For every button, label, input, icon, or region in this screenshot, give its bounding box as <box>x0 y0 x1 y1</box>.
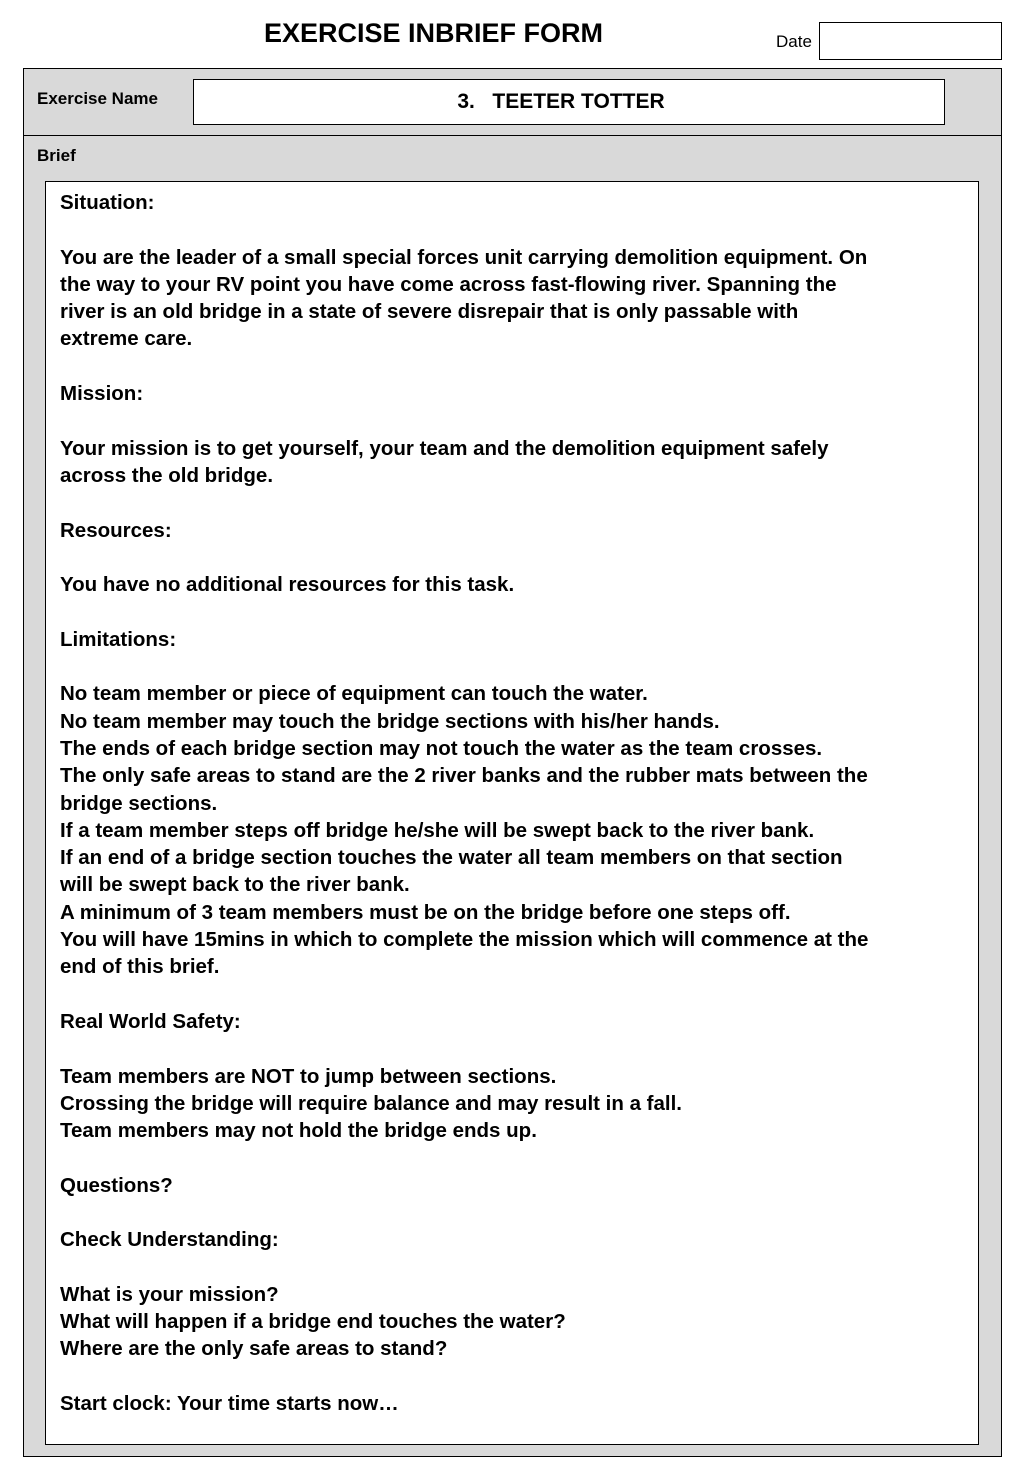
limitations-line: The only safe areas to stand are the 2 river banks and the rubber mats between the <box>60 764 868 788</box>
questions-heading: Questions? <box>60 1173 173 1197</box>
situation-line: river is an old bridge in a state of severe disrepair that is only passable with <box>60 300 799 324</box>
resources-heading: Resources: <box>60 518 172 542</box>
situation-heading: Situation: <box>60 191 155 214</box>
resources-line: You have no additional resources for this task. <box>60 573 515 597</box>
limitations-line: will be swept back to the river bank. <box>60 873 410 897</box>
safety-heading: Real World Safety: <box>60 1009 241 1033</box>
situation-line: extreme care. <box>60 327 193 351</box>
limitations-line: If an end of a bridge section touches the water all team members on that section <box>60 846 843 870</box>
brief-content <box>60 189 972 1417</box>
safety-line: Crossing the bridge will require balance and may result in a fall. <box>60 1091 682 1115</box>
check-heading: Check Understanding: <box>60 1228 279 1252</box>
safety-line: Team members may not hold the bridge ends up. <box>60 1119 537 1143</box>
limitations-line: No team member may touch the bridge sections with his/her hands. <box>60 709 720 733</box>
situation-line: You are the leader of a small special forces unit carrying demolition equipment. On <box>60 245 868 269</box>
section-divider <box>23 135 1002 136</box>
check-line: Where are the only safe areas to stand? <box>60 1337 448 1361</box>
check-line: What is your mission? <box>60 1282 279 1306</box>
limitations-line: You will have 15mins in which to complete the mission which will commence at the <box>60 928 869 952</box>
exercise-name-value: 3. TEETER TOTTER <box>457 90 665 113</box>
date-label: Date <box>776 32 812 51</box>
safety-line: Team members are NOT to jump between sections. <box>60 1064 557 1088</box>
mission-heading: Mission: <box>60 382 144 406</box>
limitations-line: No team member or piece of equipment can touch the water. <box>60 682 648 706</box>
form-title: EXERCISE INBRIEF FORM <box>264 18 604 48</box>
limitations-heading: Limitations: <box>60 627 177 651</box>
limitations-line: end of this brief. <box>60 955 220 979</box>
limitations-line: bridge sections. <box>60 791 218 815</box>
exercise-name-field[interactable] <box>193 79 945 125</box>
limitations-line: A minimum of 3 team members must be on the bridge before one steps off. <box>60 900 791 924</box>
limitations-line: If a team member steps off bridge he/she will be swept back to the river bank. <box>60 818 815 842</box>
mission-line: Your mission is to get yourself, your team and the demolition equipment safely <box>60 436 829 460</box>
situation-line: the way to your RV point you have come across fast-flowing river. Spanning the <box>60 272 837 296</box>
mission-line: across the old bridge. <box>60 463 274 487</box>
start-clock-line: Start clock: Your time starts now… <box>60 1392 399 1416</box>
limitations-line: The ends of each bridge section may not touch the water as the team crosses. <box>60 736 823 760</box>
exercise-name-label: Exercise Name <box>37 89 158 108</box>
check-line: What will happen if a bridge end touches the water? <box>60 1310 566 1334</box>
date-field[interactable] <box>819 22 1002 60</box>
brief-label: Brief <box>37 146 76 165</box>
